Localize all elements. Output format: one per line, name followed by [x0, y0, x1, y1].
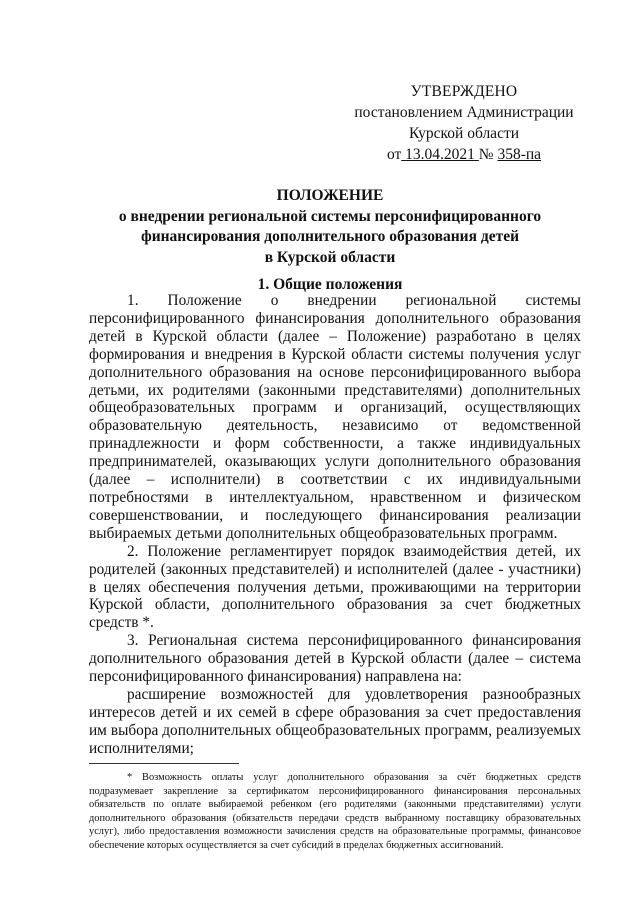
document-subtitle-line-3: в Курской области: [264, 248, 396, 266]
paragraph-2: 2. Положение регламентирует порядок взаимодействия детей, их родителей (законных представителей) и исполнителей (далее - участники) в целях обеспечения получения детьми, проживающими на территории Курской области, дополнительного образования за счет бюджетных средств *.: [89, 542, 581, 632]
document-title: ПОЛОЖЕНИЕ: [276, 187, 384, 204]
approval-date-prefix: от: [386, 146, 402, 163]
footnote: [89, 771, 581, 853]
footnote-divider: [89, 763, 239, 764]
approval-date: 13.04.2021: [405, 146, 475, 163]
document-subtitle-line-1: о внедрении региональной системы персонифицированного: [118, 207, 542, 225]
document-subtitle-line-2: финансирования дополнительного образования детей: [140, 228, 520, 245]
approval-title: УТВЕРЖДЕНО: [410, 83, 518, 100]
document-body: [89, 292, 581, 758]
approval-stamp: [344, 81, 584, 165]
approval-line-2: Курской области: [408, 125, 520, 142]
section-title: 1. Общие положения: [257, 276, 403, 293]
paragraph-4: расширение возможностей для удовлетворения разнообразных интересов детей и их семей в сфере образования за счет предоставления им выбора дополнительных общеобразовательных программ, реализуемых исполнителями;: [89, 685, 581, 757]
footnote-text: * Возможность оплаты услуг дополнительного образования за счёт бюджетных средств подразумевает закрепление за сертификатом персонифицированного финансирования персональных обязательств по оплате выбираемой ребенком (его родителями (законными представителями) услуги дополнительного образования (обязательств передачи средств выбранному поставщику образовательных услуг), либо предоставления возможности зачисления средств на образовательные программы, финансовое обеспечение которых осуществляется за счет субсидий в пределах бюджетных ассигнований.: [89, 772, 581, 851]
approval-date-line: [344, 144, 584, 165]
paragraph-3: 3. Региональная система персонифицированного финансирования дополнительного образования детей в Курской области (далее – система персонифицированного финансирования) направлена на:: [89, 632, 581, 686]
paragraph-1: 1. Положение о внедрении региональной системы персонифицированного финансирования дополнительного образования детей в Курской области (далее – Положение) разработано в целях формирования и внедрения в Курской области системы получения услуг дополнительного образования на основе персонифицированного выбора детьми, их родителями (законными представителями) дополнительных общеобразовательных программ и организаций, осуществляющих образовательную деятельность, независимо от ведомственной принадлежности и форм собственности, а также индивидуальных предпринимателей, оказывающих услуги дополнительного образования (далее – исполнители) в соответствии с их индивидуальными потребностями в интеллектуальном, нравственном и физическом совершенствовании, и последующего финансирования реализации выбираемых детьми дополнительных общеобразовательных программ.: [89, 292, 581, 542]
approval-line-1: постановлением Администрации: [354, 104, 574, 121]
approval-number: 358-па: [497, 146, 542, 163]
approval-number-prefix: №: [478, 146, 494, 163]
document-heading: [95, 186, 565, 268]
